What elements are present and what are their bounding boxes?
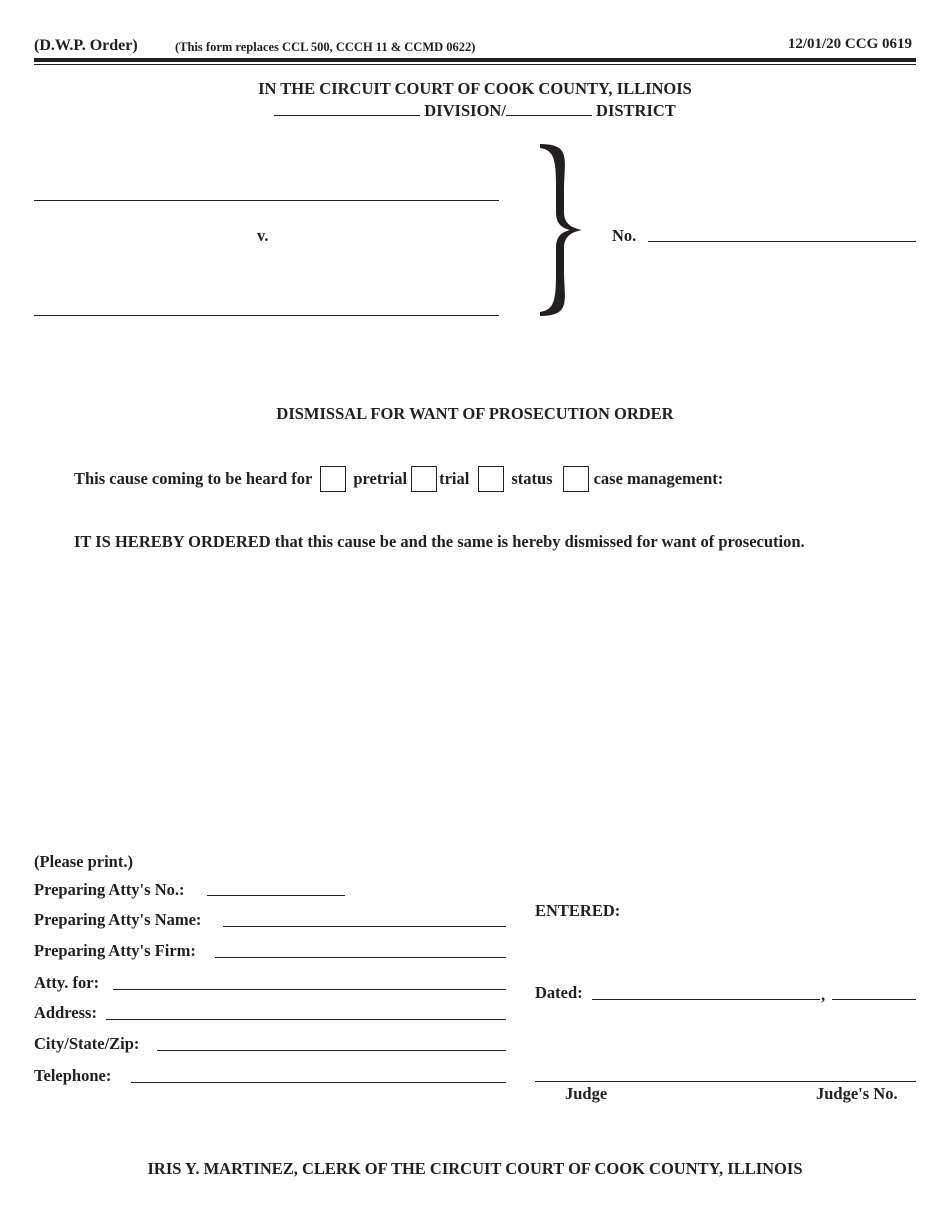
city-state-zip-field[interactable] [157, 1050, 506, 1051]
dated-field[interactable] [592, 999, 820, 1000]
entered-label: ENTERED: [535, 901, 621, 920]
telephone-label: Telephone: [34, 1066, 112, 1085]
caption-brace-icon [520, 140, 600, 320]
judge-signature-line[interactable] [535, 1081, 916, 1082]
header-rule-thick [34, 58, 916, 62]
atty-firm-label: Preparing Atty's Firm: [34, 941, 196, 960]
dated-year-field[interactable] [832, 999, 916, 1000]
case-management-label: case management: [593, 469, 724, 488]
replaces-note: (This form replaces CCL 500, CCCH 11 & CCMD 0622) [175, 40, 476, 54]
atty-for-field[interactable] [113, 989, 506, 990]
form-name: (D.W.P. Order) [34, 37, 138, 54]
atty-firm-field[interactable] [215, 957, 506, 958]
status-label: status [511, 469, 553, 488]
atty-for-label: Atty. for: [34, 973, 100, 992]
court-name: IN THE CIRCUIT COURT OF COOK COUNTY, ILLINOIS [258, 79, 692, 98]
judge-number-label: Judge's No. [816, 1084, 898, 1103]
cause-row [74, 464, 723, 494]
trial-label: trial [439, 469, 470, 488]
clerk-footer: IRIS Y. MARTINEZ, CLERK OF THE CIRCUIT COURT OF COOK COUNTY, ILLINOIS [147, 1159, 803, 1178]
district-blank[interactable] [506, 101, 592, 116]
case-management-checkbox[interactable] [563, 466, 589, 492]
status-checkbox[interactable] [478, 466, 504, 492]
order-title: DISMISSAL FOR WANT OF PROSECUTION ORDER [276, 404, 674, 423]
plaintiff-line[interactable] [34, 200, 499, 201]
trial-checkbox[interactable] [411, 466, 437, 492]
header-rule-thin [34, 64, 916, 65]
judge-label: Judge [565, 1084, 608, 1103]
district-label: DISTRICT [596, 101, 676, 120]
address-field[interactable] [106, 1019, 506, 1020]
city-state-zip-label: City/State/Zip: [34, 1034, 140, 1053]
dated-label: Dated: [535, 983, 583, 1002]
atty-name-label: Preparing Atty's Name: [34, 910, 202, 929]
telephone-field[interactable] [131, 1082, 506, 1083]
form-code: 12/01/20 CCG 0619 [787, 36, 912, 52]
pretrial-label: pretrial [353, 469, 408, 488]
cause-intro: This cause coming to be heard for [74, 469, 313, 488]
pretrial-checkbox[interactable] [320, 466, 346, 492]
dated-comma: , [821, 985, 826, 1004]
versus-label: v. [257, 226, 269, 245]
division-district-line [0, 100, 950, 122]
address-label: Address: [34, 1003, 97, 1022]
please-print-note: (Please print.) [34, 852, 133, 871]
case-number-label: No. [612, 226, 637, 245]
atty-no-field[interactable] [207, 895, 345, 896]
atty-name-field[interactable] [223, 926, 506, 927]
order-text: IT IS HEREBY ORDERED that this cause be and the same is hereby dismissed for want of prosecution. [74, 532, 805, 551]
division-label: DIVISION/ [424, 101, 506, 120]
case-number-line[interactable] [648, 241, 916, 242]
court-heading [0, 78, 950, 122]
division-blank[interactable] [274, 101, 420, 116]
defendant-line[interactable] [34, 315, 499, 316]
atty-no-label: Preparing Atty's No.: [34, 880, 185, 899]
